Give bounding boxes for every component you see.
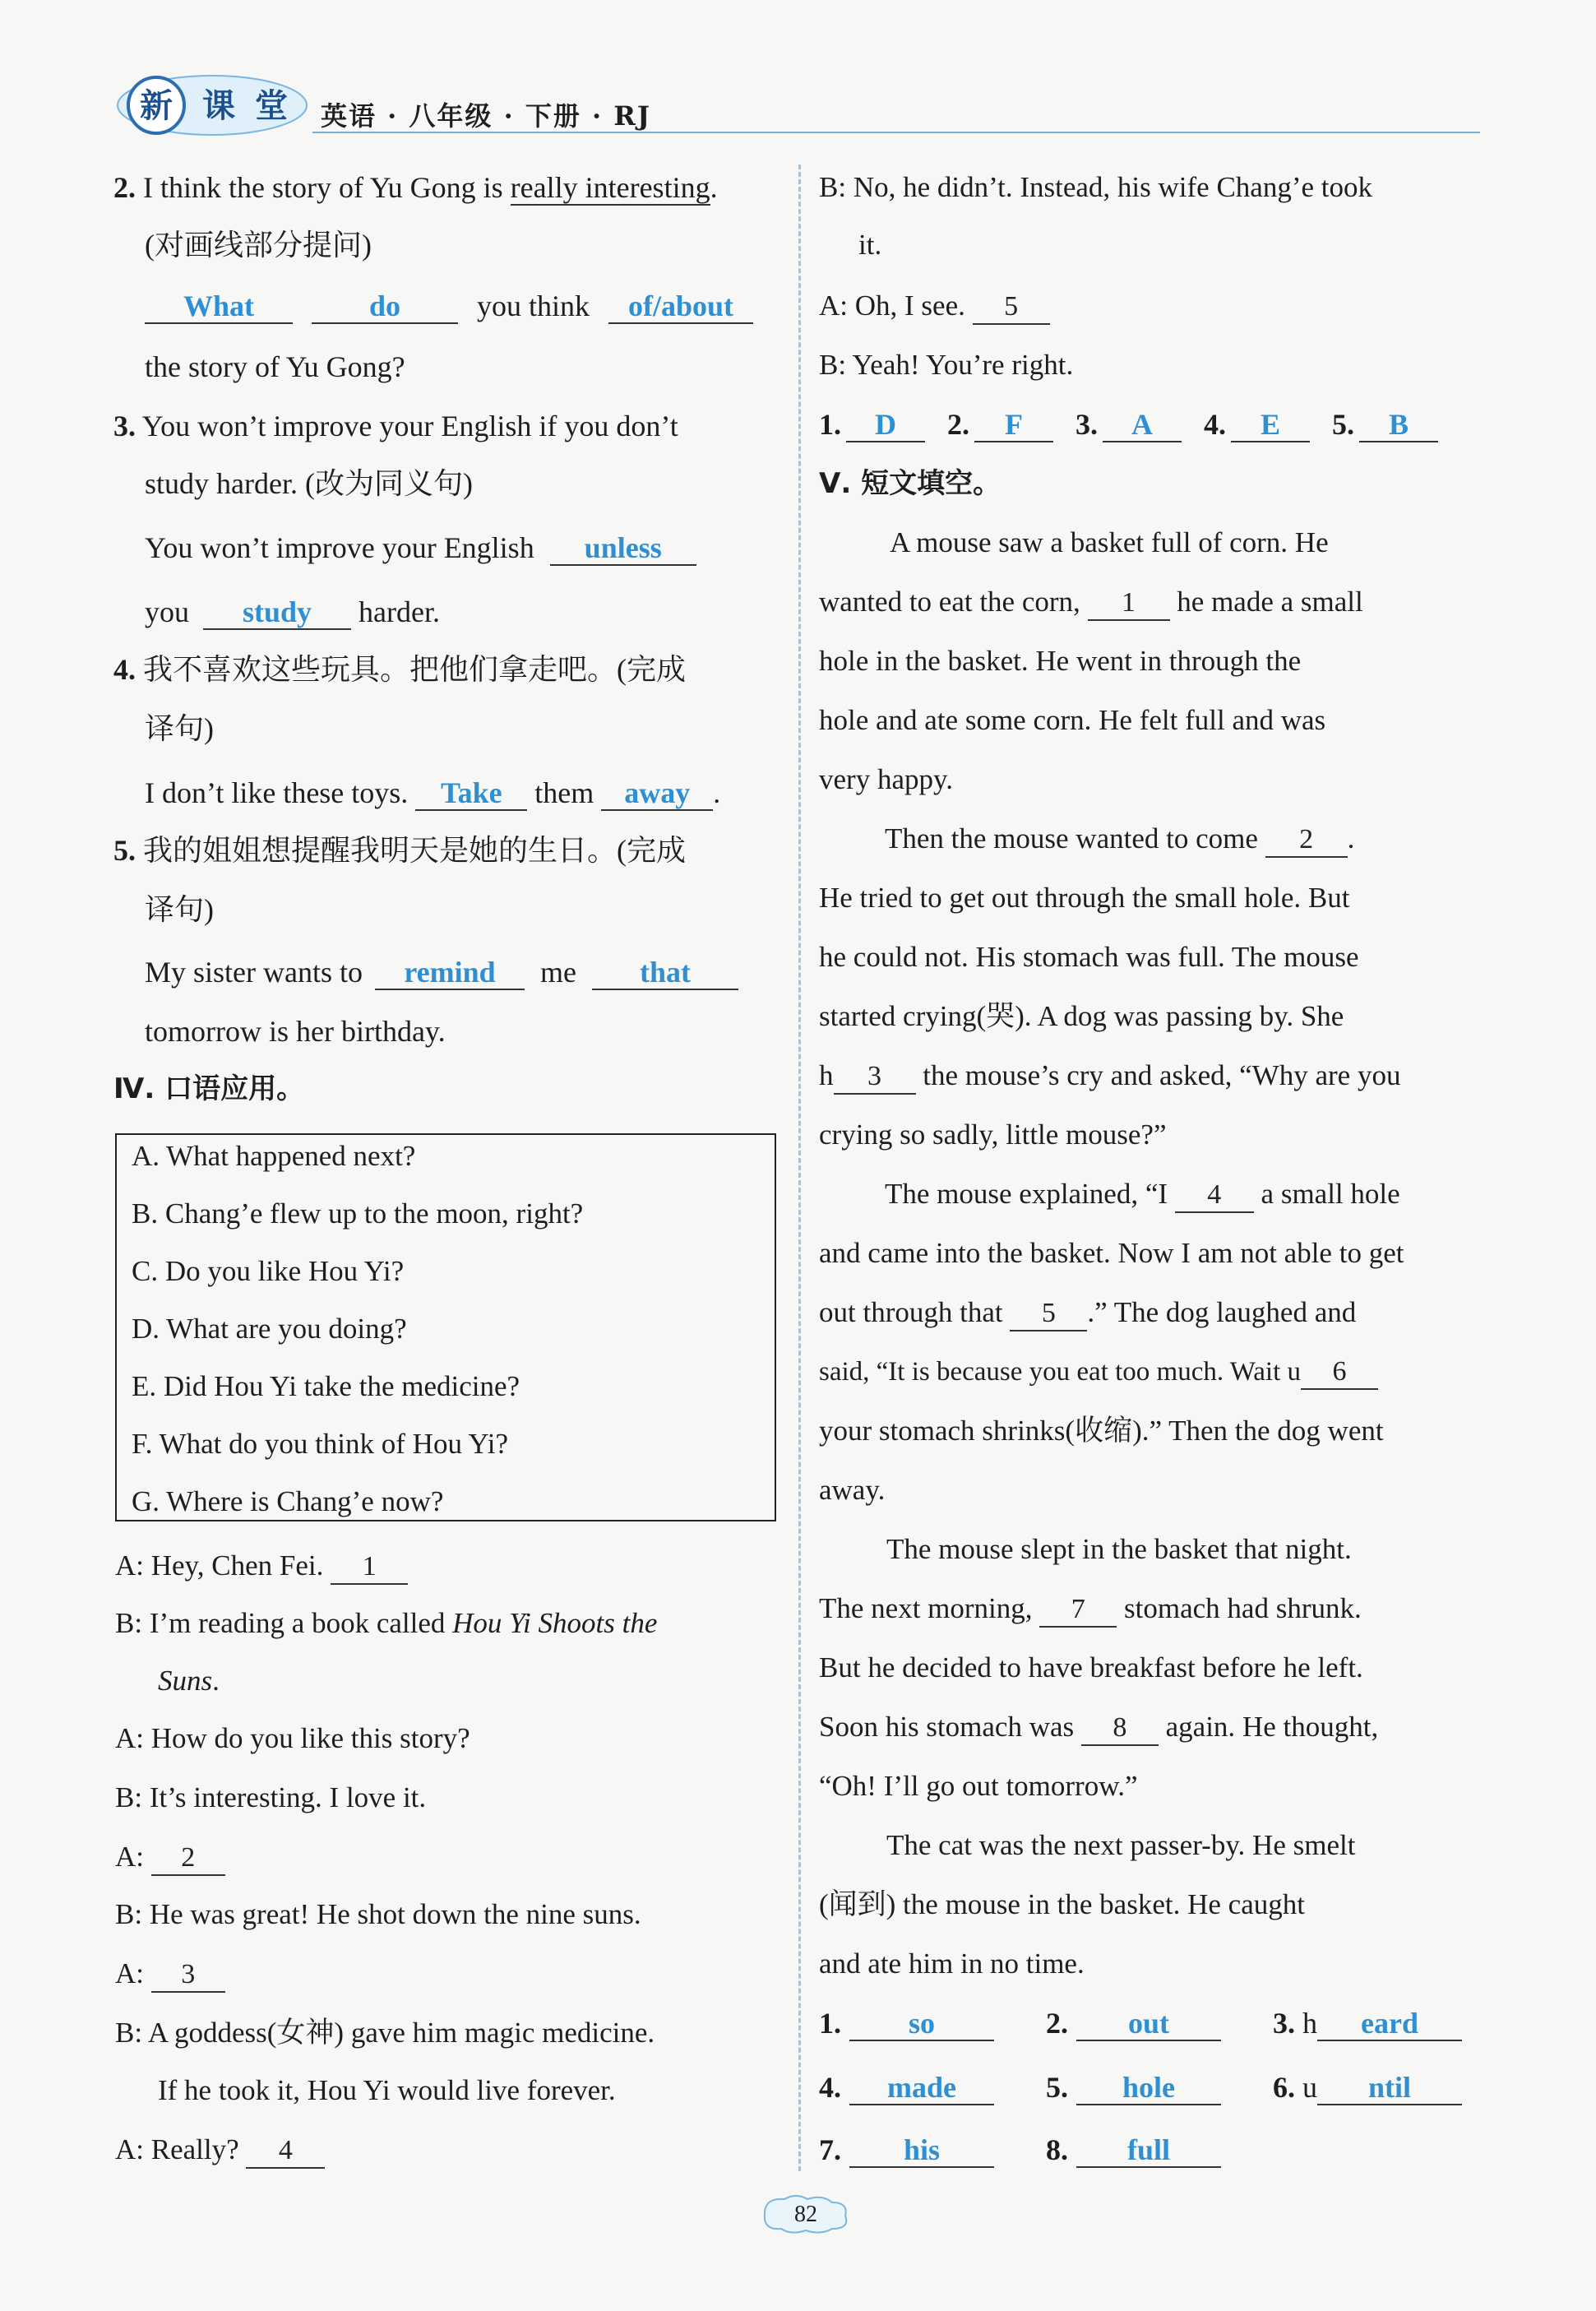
dialogue-line-2: B: I’m reading a book called Hou Yi Shoots the bbox=[115, 1607, 658, 1639]
q2-answer-3: of/about bbox=[608, 289, 753, 324]
dialogue-line-2b: Suns. bbox=[158, 1665, 220, 1697]
q3-line3: You won’t improve your English unless bbox=[145, 530, 696, 566]
passage-blank-4: 4 bbox=[1175, 1179, 1254, 1213]
q2-tail: the story of Yu Gong? bbox=[145, 350, 405, 383]
s5-answer-row-1c: 3. h eard bbox=[1273, 2005, 1462, 2041]
s4-answer-2: F bbox=[974, 408, 1053, 442]
dialogue-right-3: A: Oh, I see. 5 bbox=[819, 288, 1050, 325]
q2-instruction: (对画线部分提问) bbox=[145, 229, 372, 262]
passage-line-1: A mouse saw a basket full of corn. He bbox=[890, 526, 1329, 558]
dialogue-blank-3: 3 bbox=[151, 1958, 225, 1993]
section-5-title: Ⅴ. 短文填空。 bbox=[819, 467, 1002, 500]
logo-char-1: 新 bbox=[140, 87, 173, 125]
header-title: 英语 · 八年级 · 下册 · RJ bbox=[321, 100, 652, 132]
option-e: E. Did Hou Yi take the medicine? bbox=[132, 1370, 520, 1402]
dialogue-line-4: B: It’s interesting. I love it. bbox=[115, 1781, 427, 1813]
page-number-badge bbox=[756, 2193, 855, 2235]
logo-char-2: 课 bbox=[202, 87, 235, 125]
section-4-title: Ⅳ. 口语应用。 bbox=[113, 1072, 305, 1105]
q4-answer-2: away bbox=[601, 776, 713, 811]
q4-line1: 4. 我不喜欢这些玩具。把他们拿走吧。(完成 bbox=[113, 653, 686, 686]
options-box bbox=[115, 1133, 776, 1521]
q3-line2: study harder. (改为同义句) bbox=[145, 467, 473, 500]
dialogue-line-1: A: Hey, Chen Fei. 1 bbox=[115, 1548, 408, 1585]
passage-line-20: But he decided to have breakfast before he left. bbox=[819, 1651, 1363, 1683]
dialogue-line-9: If he took it, Hou Yi would live forever. bbox=[158, 2074, 616, 2106]
s5-answer-2: out bbox=[1076, 2007, 1221, 2041]
s5-answer-8: full bbox=[1076, 2133, 1221, 2168]
passage-line-13: and came into the basket. Now I am not able to get bbox=[819, 1237, 1404, 1269]
column-divider bbox=[798, 164, 801, 2171]
page-number: 82 bbox=[794, 2202, 817, 2227]
q5-line2: 译句) bbox=[145, 893, 214, 926]
q3-answer-1: unless bbox=[550, 531, 696, 566]
passage-line-14: out through that 5 .” The dog laughed and bbox=[819, 1294, 1356, 1331]
s4-answer-3: A bbox=[1103, 408, 1182, 442]
passage-blank-8: 8 bbox=[1081, 1711, 1159, 1746]
logo bbox=[113, 67, 311, 141]
passage-blank-2: 2 bbox=[1265, 823, 1348, 858]
passage-line-2: wanted to eat the corn, 1 he made a small bbox=[819, 584, 1363, 621]
s5-answer-1: so bbox=[849, 2007, 994, 2041]
option-b: B. Chang’e flew up to the moon, right? bbox=[132, 1197, 584, 1230]
passage-line-6: Then the mouse wanted to come 2 . bbox=[885, 821, 1354, 858]
dialogue-line-3: A: How do you like this story? bbox=[115, 1722, 470, 1754]
s5-answer-7: his bbox=[849, 2133, 994, 2168]
q5-line1: 5. 我的姐姐想提醒我明天是她的生日。(完成 bbox=[113, 834, 686, 867]
option-g: G. Where is Chang’e now? bbox=[132, 1485, 444, 1517]
q2-answer-line: What do you think of/about bbox=[145, 288, 753, 324]
q5-line4: tomorrow is her birthday. bbox=[145, 1015, 446, 1048]
passage-line-3: hole in the basket. He went in through the bbox=[819, 645, 1302, 677]
option-c: C. Do you like Hou Yi? bbox=[132, 1255, 405, 1287]
dialogue-right-4: B: Yeah! You’re right. bbox=[819, 349, 1074, 381]
option-a: A. What happened next? bbox=[132, 1140, 416, 1172]
q4-line3: I don’t like these toys. Take them away . bbox=[145, 776, 721, 809]
q5-answer-1: remind bbox=[375, 956, 525, 990]
passage-line-5: very happy. bbox=[819, 763, 953, 795]
dialogue-blank-5: 5 bbox=[973, 290, 1050, 325]
dialogue-line-10: A: Really? 4 bbox=[115, 2132, 325, 2169]
q3-answer-2: study bbox=[203, 595, 351, 630]
option-f: F. What do you think of Hou Yi? bbox=[132, 1428, 509, 1460]
logo-char-3: 堂 bbox=[255, 87, 288, 125]
s5-answer-row-2c: 6. u ntil bbox=[1273, 2069, 1462, 2105]
passage-line-23: The cat was the next passer-by. He smelt bbox=[886, 1829, 1356, 1861]
passage-line-8: he could not. His stomach was full. The mouse bbox=[819, 941, 1359, 973]
dialogue-right-1: B: No, he didn’t. Instead, his wife Chang’e took bbox=[819, 171, 1372, 203]
q3-line4: you study harder. bbox=[145, 595, 440, 628]
s4-answer-1: D bbox=[846, 408, 925, 442]
dialogue-blank-2: 2 bbox=[151, 1841, 225, 1876]
passage-line-18: The mouse slept in the basket that night. bbox=[886, 1533, 1352, 1565]
passage-line-16: your stomach shrinks(收缩).” Then the dog went bbox=[819, 1415, 1384, 1447]
q4-line2: 译句) bbox=[145, 712, 214, 745]
dialogue-line-8: B: A goddess(女神) gave him magic medicine. bbox=[115, 2017, 655, 2049]
dialogue-blank-1: 1 bbox=[331, 1550, 408, 1585]
q2-answer-2: do bbox=[312, 289, 458, 324]
s5-answer-row-1b: 2. out bbox=[1046, 2005, 1221, 2041]
passage-line-9: started crying(哭). A dog was passing by. She bbox=[819, 1000, 1344, 1032]
s5-answer-row-2b: 5. hole bbox=[1046, 2069, 1221, 2105]
passage-blank-7: 7 bbox=[1039, 1593, 1117, 1628]
s5-answer-3: eard bbox=[1317, 2007, 1462, 2041]
s4-answer-4: E bbox=[1231, 408, 1310, 442]
q5-answer-2: that bbox=[592, 956, 738, 990]
passage-blank-3: 3 bbox=[834, 1060, 916, 1095]
dialogue-line-7: A: 3 bbox=[115, 1956, 225, 1993]
passage-line-19: The next morning, 7 stomach had shrunk. bbox=[819, 1591, 1362, 1628]
dialogue-line-5: A: 2 bbox=[115, 1839, 225, 1876]
passage-line-10: h 3 the mouse’s cry and asked, “Why are you bbox=[819, 1058, 1400, 1095]
passage-blank-1: 1 bbox=[1088, 586, 1170, 621]
dialogue-right-2: it. bbox=[858, 229, 882, 261]
passage-line-12: The mouse explained, “I 4 a small hole bbox=[885, 1176, 1400, 1213]
dialogue-blank-4: 4 bbox=[246, 2134, 325, 2169]
passage-line-7: He tried to get out through the small hole. But bbox=[819, 882, 1350, 914]
q5-line3: My sister wants to remind me that bbox=[145, 954, 738, 990]
section-4-answers: 1. D 2. F 3. A 4. E 5. B bbox=[819, 406, 1438, 442]
dialogue-line-6: B: He was great! He shot down the nine suns. bbox=[115, 1898, 641, 1930]
s5-answer-row-1: 1. so bbox=[819, 2005, 994, 2041]
passage-line-22: “Oh! I’ll go out tomorrow.” bbox=[819, 1770, 1138, 1802]
passage-blank-6: 6 bbox=[1301, 1355, 1378, 1390]
s5-answer-row-2: 4. made bbox=[819, 2069, 994, 2105]
option-d: D. What are you doing? bbox=[132, 1313, 407, 1345]
passage-line-11: crying so sadly, little mouse?” bbox=[819, 1118, 1167, 1151]
passage-line-24: (闻到) the mouse in the basket. He caught bbox=[819, 1888, 1305, 1920]
s5-answer-row-3: 7. his bbox=[819, 2132, 994, 2168]
q2-answer-1: What bbox=[145, 289, 293, 324]
s4-answer-5: B bbox=[1359, 408, 1438, 442]
q4-answer-1: Take bbox=[415, 776, 527, 811]
q3-line1: 3. You won’t improve your English if you don’t bbox=[113, 410, 678, 442]
passage-blank-5: 5 bbox=[1010, 1297, 1087, 1331]
passage-line-21: Soon his stomach was 8 again. He thought, bbox=[819, 1709, 1378, 1746]
s5-answer-4: made bbox=[849, 2071, 994, 2105]
s5-answer-row-3b: 8. full bbox=[1046, 2132, 1221, 2168]
passage-line-4: hole and ate some corn. He felt full and was bbox=[819, 704, 1326, 736]
passage-line-25: and ate him in no time. bbox=[819, 1947, 1085, 1980]
passage-line-15: said, “It is because you eat too much. Wait u 6 bbox=[819, 1354, 1378, 1390]
s5-answer-5: hole bbox=[1076, 2071, 1221, 2105]
s5-answer-6: ntil bbox=[1317, 2071, 1462, 2105]
q2-line1: 2. I think the story of Yu Gong is really interesting. bbox=[113, 171, 718, 204]
passage-line-17: away. bbox=[819, 1474, 886, 1506]
header-rule bbox=[312, 132, 1480, 133]
